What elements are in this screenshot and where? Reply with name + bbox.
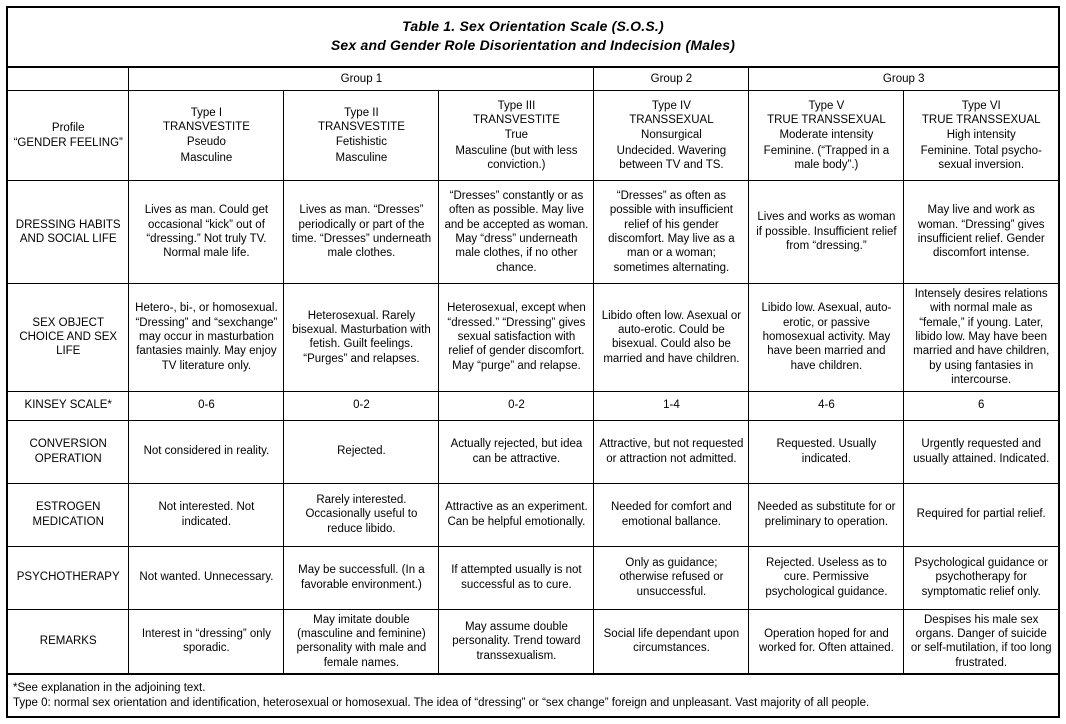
cell-dressing-habits-1: Lives as man. Could get occasional “kick” out of “dressing.” Not truly TV. Normal male life.	[129, 180, 284, 283]
cell-kinsey-scale-3: 0-2	[439, 391, 594, 420]
cell-psychotherapy-3: If attempted usually is not successful as to cure.	[439, 546, 594, 609]
table-footnote-row	[7, 674, 1059, 717]
cell-kinsey-scale-2: 0-2	[284, 391, 439, 420]
type-detail-1: Masculine	[180, 152, 233, 165]
type-category-2: TRANSVESTITE	[317, 121, 405, 134]
profile-label-line-2: “GENDER FEELING”	[13, 136, 123, 149]
group-header-spacer	[7, 67, 129, 91]
type-name-5: Type V	[808, 99, 845, 112]
type-category-1: TRANSVESTITE	[162, 121, 250, 134]
cell-dressing-habits-2: Lives as man. “Dresses” periodically or part of the time. “Dresses” underneath male clothes.	[284, 180, 439, 283]
cell-dressing-habits-3: “Dresses” constantly or as often as possible. May live and be accepted as woman. May “dress” underneath male clothes, if no other chance.	[439, 180, 594, 283]
type-column-1	[129, 91, 284, 181]
group-header-group-1: Group 1	[129, 67, 594, 91]
cell-sex-object-choice-5: Libido low. Asexual, auto-erotic, or passive homosexual activity. May have been married and have children.	[749, 283, 904, 391]
cell-conversion-operation-4: Attractive, but not requested or attraction not admitted.	[594, 420, 749, 483]
type-detail-6: Feminine. Total psycho-sexual inversion.	[920, 144, 1042, 172]
cell-psychotherapy-6: Psychological guidance or psychotherapy for symptomatic relief only.	[904, 546, 1059, 609]
table-footnote	[7, 674, 1059, 717]
table-row	[7, 283, 1059, 391]
cell-remarks-2: May imitate double (masculine and feminine) personality with male and female names.	[284, 609, 439, 674]
type-column-6	[904, 91, 1059, 181]
cell-estrogen-medication-4: Needed for comfort and emotional ballance.	[594, 483, 749, 546]
row-label-psychotherapy: PSYCHOTHERAPY	[7, 546, 129, 609]
cell-psychotherapy-5: Rejected. Useless as to cure. Permissive psychological guidance.	[749, 546, 904, 609]
table-title-line-2: Sex and Gender Role Disorientation and Indecision (Males)	[330, 37, 736, 54]
type-name-6: Type VI	[961, 99, 1001, 112]
type-intensity-4: Nonsurgical	[641, 128, 702, 141]
group-header-row	[7, 67, 1059, 91]
cell-kinsey-scale-6: 6	[904, 391, 1059, 420]
type-category-5: TRUE TRANSSEXUAL	[767, 114, 886, 127]
table-title-row	[7, 7, 1059, 67]
type-name-3: Type III	[497, 99, 536, 112]
type-column-3	[439, 91, 594, 181]
cell-estrogen-medication-2: Rarely interested. Occasionally useful to reduce libido.	[284, 483, 439, 546]
cell-remarks-3: May assume double personality. Trend toward transsexualism.	[439, 609, 594, 674]
table-row	[7, 391, 1059, 420]
cell-remarks-4: Social life dependant upon circumstances.	[594, 609, 749, 674]
table-title	[7, 7, 1059, 67]
cell-dressing-habits-5: Lives and works as woman if possible. Insufficient relief from “dressing.”	[749, 180, 904, 283]
cell-conversion-operation-1: Not considered in reality.	[129, 420, 284, 483]
row-label-conversion-operation: CONVERSION OPERATION	[7, 420, 129, 483]
table-title-line-1: Table 1. Sex Orientation Scale (S.O.S.)	[402, 17, 664, 34]
cell-estrogen-medication-3: Attractive as an experiment. Can be helpful emotionally.	[439, 483, 594, 546]
type-name-2: Type II	[344, 106, 379, 119]
table-row	[7, 180, 1059, 283]
type-intensity-2: Fetishistic	[335, 135, 387, 148]
cell-remarks-5: Operation hoped for and worked for. Often attained.	[749, 609, 904, 674]
row-label-kinsey-scale: KINSEY SCALE*	[7, 391, 129, 420]
type-category-3: TRANSVESTITE	[472, 114, 560, 127]
row-label-dressing-habits: DRESSING HABITS AND SOCIAL LIFE	[7, 180, 129, 283]
cell-sex-object-choice-2: Heterosexual. Rarely bisexual. Masturbation with fetish. Guilt feelings. “Purges” and relapses.	[284, 283, 439, 391]
cell-kinsey-scale-5: 4-6	[749, 391, 904, 420]
table-row	[7, 609, 1059, 674]
type-category-4: TRANSSEXUAL	[629, 114, 714, 127]
type-category-6: TRUE TRANSSEXUAL	[921, 114, 1041, 127]
table-row	[7, 546, 1059, 609]
group-header-group-2: Group 2	[594, 67, 749, 91]
cell-estrogen-medication-1: Not interested. Not indicated.	[129, 483, 284, 546]
row-label-sex-object-choice: SEX OBJECT CHOICE AND SEX LIFE	[7, 283, 129, 391]
footnote-line-1: *See explanation in the adjoining text.	[13, 682, 206, 695]
cell-psychotherapy-4: Only as guidance; otherwise refused or unsuccessful.	[594, 546, 749, 609]
type-intensity-3: True	[504, 128, 529, 141]
row-label-estrogen-medication: ESTROGEN MEDICATION	[7, 483, 129, 546]
profile-label-line-1: Profile	[51, 122, 85, 135]
cell-remarks-1: Interest in “dressing” only sporadic.	[129, 609, 284, 674]
cell-dressing-habits-6: May live and work as woman. “Dressing” gives insufficient relief. Gender discomfort intense.	[904, 180, 1059, 283]
table-row	[7, 483, 1059, 546]
cell-conversion-operation-3: Actually rejected, but idea can be attractive.	[439, 420, 594, 483]
cell-sex-object-choice-3: Heterosexual, except when “dressed.” “Dressing” gives sexual satisfaction with relief of gender discomfort. May “purge” and relapse.	[439, 283, 594, 391]
cell-sex-object-choice-6: Intensely desires relations with normal male as “female,” if young. Later, libido low. May have been married and have children, by using fantasies in intercourse.	[904, 283, 1059, 391]
cell-dressing-habits-4: “Dresses” as often as possible with insufficient relief of his gender discomfort. May live as a man or a woman; sometimes alternating.	[594, 180, 749, 283]
type-detail-2: Masculine	[335, 152, 388, 165]
type-name-4: Type IV	[651, 99, 691, 112]
type-column-2	[284, 91, 439, 181]
type-name-1: Type I	[190, 106, 223, 119]
cell-estrogen-medication-6: Required for partial relief.	[904, 483, 1059, 546]
cell-estrogen-medication-5: Needed as substitute for or preliminary to operation.	[749, 483, 904, 546]
cell-conversion-operation-5: Requested. Usually indicated.	[749, 420, 904, 483]
type-intensity-6: High intensity	[946, 128, 1016, 141]
cell-sex-object-choice-4: Libido often low. Asexual or auto-erotic. Could be bisexual. Could also be married and have children.	[594, 283, 749, 391]
cell-kinsey-scale-1: 0-6	[129, 391, 284, 420]
type-intensity-1: Pseudo	[186, 135, 226, 148]
sos-table	[6, 6, 1060, 718]
cell-remarks-6: Despises his male sex organs. Danger of suicide or self-mutilation, if too long frustrated.	[904, 609, 1059, 674]
cell-sex-object-choice-1: Hetero-, bi-, or homosexual. “Dressing” and “sexchange” may occur in masturbation fantasies mainly. May enjoy TV literature only.	[129, 283, 284, 391]
cell-conversion-operation-6: Urgently requested and usually attained. Indicated.	[904, 420, 1059, 483]
cell-psychotherapy-1: Not wanted. Unnecessary.	[129, 546, 284, 609]
type-intensity-5: Moderate intensity	[779, 128, 874, 141]
cell-psychotherapy-2: May be successfull. (In a favorable environment.)	[284, 546, 439, 609]
type-detail-5: Feminine. (“Trapped in a male body”.)	[763, 144, 890, 172]
table-row	[7, 420, 1059, 483]
type-column-4	[594, 91, 749, 181]
type-detail-4: Undecided. Wavering between TV and TS.	[616, 144, 727, 172]
row-label-remarks: REMARKS	[7, 609, 129, 674]
group-header-group-3: Group 3	[749, 67, 1059, 91]
profile-label	[7, 91, 129, 181]
type-column-5	[749, 91, 904, 181]
footnote-line-2: Type 0: normal sex orientation and identification, heterosexual or homosexual. The idea of “dressing” or “sex change” foreign and unpleasant. Vast majority of all people.	[13, 696, 870, 709]
cell-kinsey-scale-4: 1-4	[594, 391, 749, 420]
type-detail-3: Masculine (but with less conviction.)	[455, 144, 578, 172]
profile-row	[7, 91, 1059, 181]
cell-conversion-operation-2: Rejected.	[284, 420, 439, 483]
